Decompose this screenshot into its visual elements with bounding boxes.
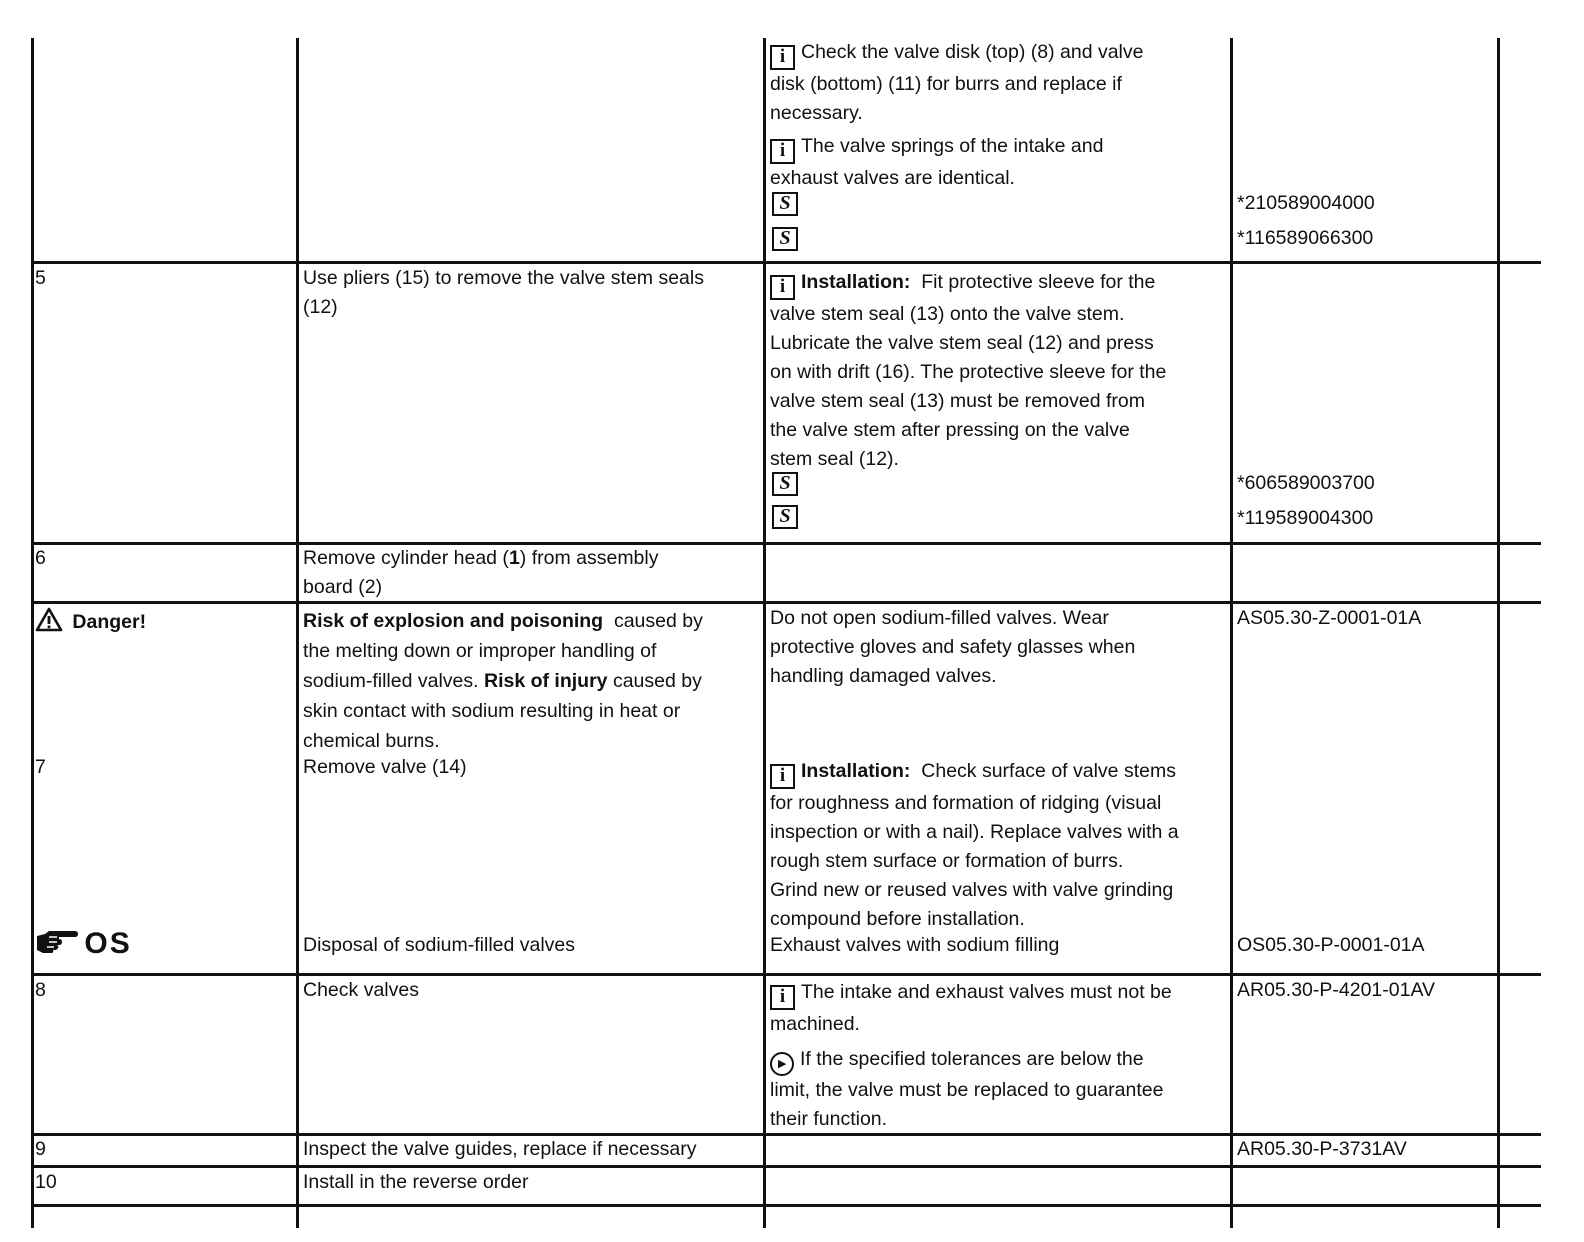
operation-text: Disposal of sodium-filled valves [303, 934, 576, 956]
note-label: Installation: [801, 271, 911, 293]
danger-measures [770, 604, 1135, 691]
note-text: machined. [770, 1013, 860, 1035]
row-divider [32, 1204, 1541, 1207]
note-text: Check the valve disk (top) (8) and valve [801, 41, 1144, 63]
note-text: If the specified tolerances are below the [800, 1048, 1144, 1070]
operation-line: ) from assembly [519, 547, 659, 569]
operation-text [303, 544, 659, 602]
danger-measure-line: Do not open sodium-filled valves. Wear [770, 607, 1109, 629]
note-text: Check surface of valve stems [921, 760, 1176, 782]
note-block [770, 757, 1179, 934]
special-tool-icon: S [772, 472, 798, 496]
info-icon: i [770, 139, 795, 164]
note-text: their function. [770, 1108, 888, 1130]
step-number: 6 [35, 547, 46, 569]
tool-reference: *606589003700 [1237, 472, 1375, 494]
row-divider [32, 261, 1541, 264]
note-text: Grind new or reused valves with valve grinding [770, 879, 1174, 901]
table-border [763, 38, 766, 1228]
operation-text: Check valves [303, 979, 419, 1001]
special-tool-icon: S [772, 192, 798, 216]
info-icon: i [770, 985, 795, 1010]
document-reference: AR05.30-P-4201-01AV [1237, 979, 1436, 1001]
note-text: the valve stem after pressing on the valve [770, 419, 1130, 441]
table-border [1230, 38, 1233, 1228]
note-text: limit, the valve must be replaced to guarantee [770, 1079, 1164, 1101]
operation-text: Install in the reverse order [303, 1171, 529, 1193]
note-block [770, 978, 1172, 1134]
note-text: The intake and exhaust valves must not be [801, 981, 1172, 1003]
step-number: 5 [35, 267, 46, 289]
document-reference: OS05.30-P-0001-01A [1237, 934, 1425, 956]
operation-line: (12) [303, 296, 338, 318]
document-reference: AR05.30-P-3731AV [1237, 1138, 1407, 1160]
danger-label-text: Danger! [72, 611, 147, 633]
document-reference: AS05.30-Z-0001-01A [1237, 607, 1422, 629]
info-icon: i [770, 45, 795, 70]
note-text: inspection or with a nail). Replace valves with a [770, 821, 1179, 843]
step-number: 10 [35, 1171, 57, 1193]
danger-line: caused by [612, 670, 702, 692]
danger-line: caused by [613, 610, 703, 632]
step-number: 7 [35, 756, 46, 778]
special-tool-icon: S [772, 227, 798, 251]
note-text: rough stem surface or formation of burrs. [770, 850, 1124, 872]
step-number: 8 [35, 979, 46, 1001]
operation-line: board (2) [303, 576, 383, 598]
table-border [1497, 38, 1500, 1228]
danger-line: sodium-filled valves. [303, 670, 479, 692]
row-divider [32, 1165, 1541, 1168]
table-row [770, 38, 1144, 193]
note-text: stem seal (12). [770, 448, 899, 470]
danger-measure-line: protective gloves and safety glasses when [770, 636, 1136, 658]
operation-text: Inspect the valve guides, replace if necessary [303, 1138, 697, 1160]
os-label-text: OS [84, 927, 132, 960]
note-text: disk (bottom) (11) for burrs and replace if [770, 73, 1122, 95]
note-text: necessary. [770, 102, 863, 124]
note-text: Fit protective sleeve for the [921, 271, 1156, 293]
operation-line: 1 [508, 547, 520, 569]
info-icon: i [770, 764, 795, 789]
special-tool-icon: S [772, 505, 798, 529]
danger-emphasis: Risk of injury [484, 670, 608, 692]
danger-line: chemical burns. [303, 730, 440, 752]
os-label [35, 926, 132, 963]
row-divider [32, 542, 1541, 545]
pointing-hand-icon [35, 928, 79, 954]
note-text: on with drift (16). The protective sleeve for the [770, 361, 1167, 383]
note-text: for roughness and formation of ridging (visual [770, 792, 1162, 814]
note-text: Exhaust valves with sodium filling [770, 934, 1060, 956]
step-number: 9 [35, 1138, 46, 1160]
note-text: valve stem seal (13) onto the valve stem. [770, 303, 1125, 325]
operation-line: Use pliers (15) to remove the valve stem seals [303, 267, 704, 289]
operation-text: Remove valve (14) [303, 756, 467, 778]
operation-text [303, 264, 704, 322]
note-text: Lubricate the valve stem seal (12) and press [770, 332, 1154, 354]
tool-reference: *116589066300 [1237, 227, 1374, 249]
note-text: valve stem seal (13) must be removed from [770, 390, 1145, 412]
table-border [296, 38, 299, 1228]
info-icon: i [770, 275, 795, 300]
tolerance-icon: ▸ [770, 1052, 794, 1076]
danger-line: the melting down or improper handling of [303, 640, 657, 662]
operation-line: Remove cylinder head ( [303, 547, 509, 569]
tool-reference: *119589004300 [1237, 507, 1374, 529]
note-text: The valve springs of the intake and [801, 135, 1104, 157]
danger-emphasis: Risk of explosion and poisoning [303, 610, 604, 632]
note-text: exhaust valves are identical. [770, 167, 1015, 189]
note-text: compound before installation. [770, 908, 1025, 930]
note-label: Installation: [801, 760, 911, 782]
danger-label [35, 607, 146, 637]
tool-reference: *210589004000 [1237, 192, 1375, 214]
danger-line: skin contact with sodium resulting in heat or [303, 700, 681, 722]
table-border [31, 38, 34, 1228]
danger-text [303, 606, 703, 756]
note-block [770, 268, 1166, 474]
danger-measure-line: handling damaged valves. [770, 665, 997, 687]
warning-icon [35, 607, 63, 632]
